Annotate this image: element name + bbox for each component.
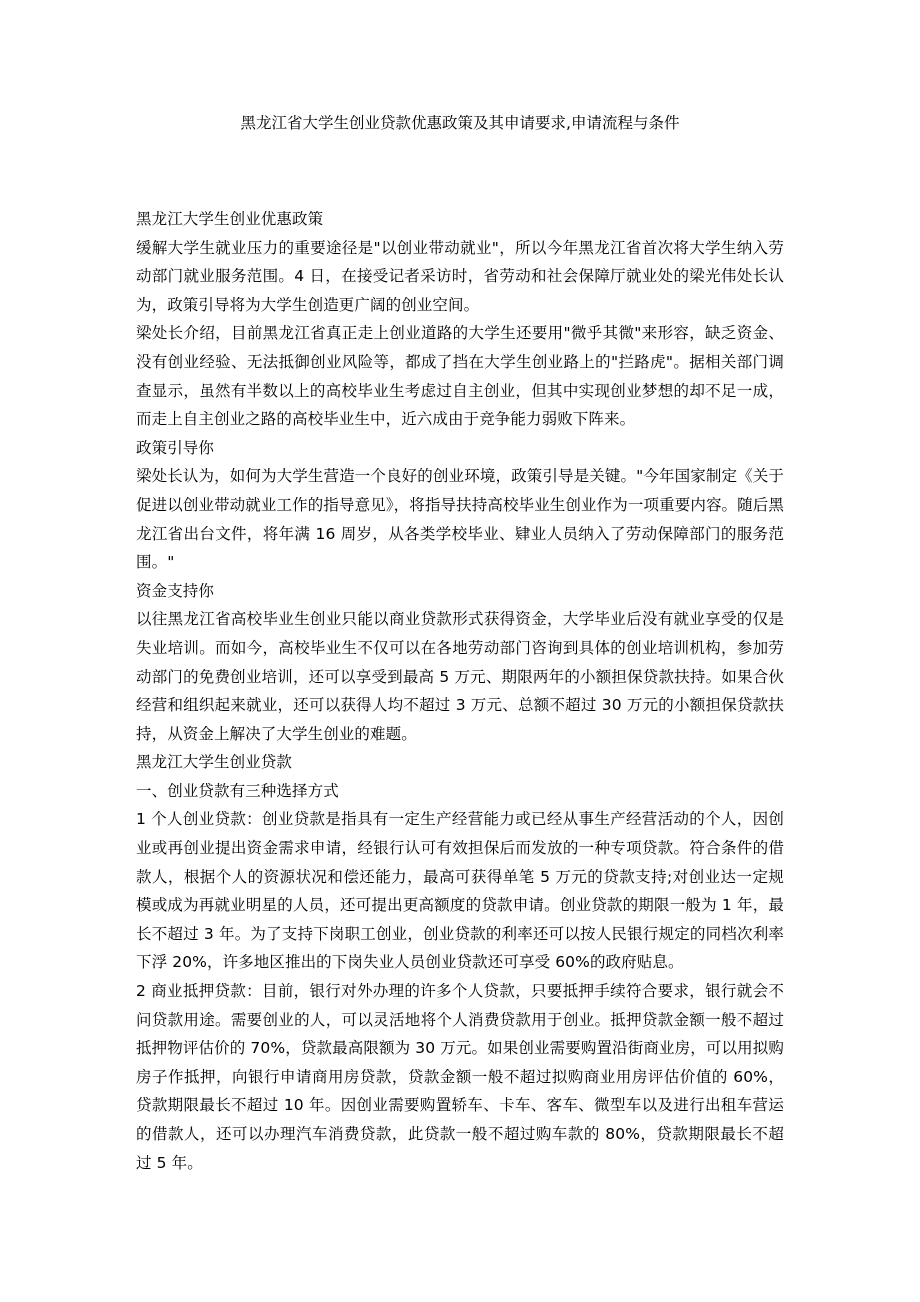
paragraph-policy-guide-detail: 梁处长认为，如何为大学生营造一个良好的创业环境，政策引导是关键。"今年国家制定《关于促进以创业带动就业工作的指导意见》，将指导扶持高校毕业生创业作为一项重要内容。随后黑龙江省出台文件，将年满 16 周岁，从各类学校毕业、肄业人员纳入了劳动保障部门的服务范围。" (136, 467, 784, 572)
paragraph-employment-pressure: 缓解大学生就业压力的重要途径是"以创业带动就业"，所以今年黑龙江省首次将大学生纳入劳动部门就业服务范围。4 日，在接受记者采访时，省劳动和社会保障厅就业处的梁光伟处长认为，政策引导将为大学生创造更广阔的创业空间。 (136, 238, 784, 314)
paragraph-heading-policy: 黑龙江大学生创业优惠政策 (136, 210, 324, 228)
paragraph-personal-startup-loan: 1 个人创业贷款：创业贷款是指具有一定生产经营能力或已经从事生产经营活动的个人，因创业或再创业提出资金需求申请，经银行认可有效担保后而发放的一种专项贷款。符合条件的借款人，根据个人的资源状况和偿还能力，最高可获得单笔 5 万元的贷款支持;对创业达一定规模或成为再就业明星的人员，还可提出更高额度的贷款申请。创业贷款的期限一般为 1 年，最长不超过 3 年。为了支持下岗职工创业，创业贷款的利率还可以按人民银行规定的同档次利率下浮 20%，许多地区推出的下岗失业人员创业贷款还可享受 60%的政府贴息。 (136, 810, 784, 972)
paragraph-commercial-mortgage-loan: 2 商业抵押贷款：目前，银行对外办理的许多个人贷款，只要抵押手续符合要求，银行就会不问贷款用途。需要创业的人，可以灵活地将个人消费贷款用于创业。抵押贷款金额一般不超过抵押物评估价的 70%，贷款最高限额为 30 万元。如果创业需要购置沿街商业房，可以用拟购房子作抵押，向银行申请商用房贷款，贷款金额一般不超过拟购商业用房评估价值的 60%，贷款期限最长不超过 10 年。因创业需要购置轿车、卡车、客车、微型车以及进行出租车营运的借款人，还可以办理汽车消费贷款，此贷款一般不超过购车款的 80%，贷款期限最长不超过 5 年。 (136, 982, 784, 1172)
page-title: 黑龙江省大学生创业贷款优惠政策及其申请要求,申请流程与条件 (240, 114, 680, 132)
paragraph-heading-funding-support: 资金支持你 (136, 581, 215, 600)
paragraph-heading-student-loan: 黑龙江大学生创业贷款 (136, 753, 293, 772)
paragraph-heading-three-options: 一、创业贷款有三种选择方式 (136, 781, 339, 800)
document-body (136, 205, 784, 1177)
paragraph-heading-policy-guide: 政策引导你 (136, 438, 215, 457)
paragraph-funding-support-detail: 以往黑龙江省高校毕业生创业只能以商业贷款形式获得资金，大学毕业后没有就业享受的仅是失业培训。而如今，高校毕业生不仅可以在各地劳动部门咨询到具体的创业培训机构，参加劳动部门的免费创业培训，还可以享受到最高 5 万元、期限两年的小额担保贷款扶持。如果合伙经营和组织起来就业，还可以获得人均不超过 3 万元、总额不超过 30 万元的小额担保贷款扶持，从资金上解决了大学生创业的难题。 (136, 610, 784, 743)
paragraph-director-intro: 梁处长介绍，目前黑龙江省真正走上创业道路的大学生还要用"微乎其微"来形容，缺乏资金、没有创业经验、无法抵御创业风险等，都成了挡在大学生创业路上的"拦路虎"。据相关部门调查显示，虽然有半数以上的高校毕业生考虑过自主创业，但其中实现创业梦想的却不足一成，而走上自主创业之路的高校毕业生中，近六成由于竞争能力弱败下阵来。 (136, 324, 784, 429)
